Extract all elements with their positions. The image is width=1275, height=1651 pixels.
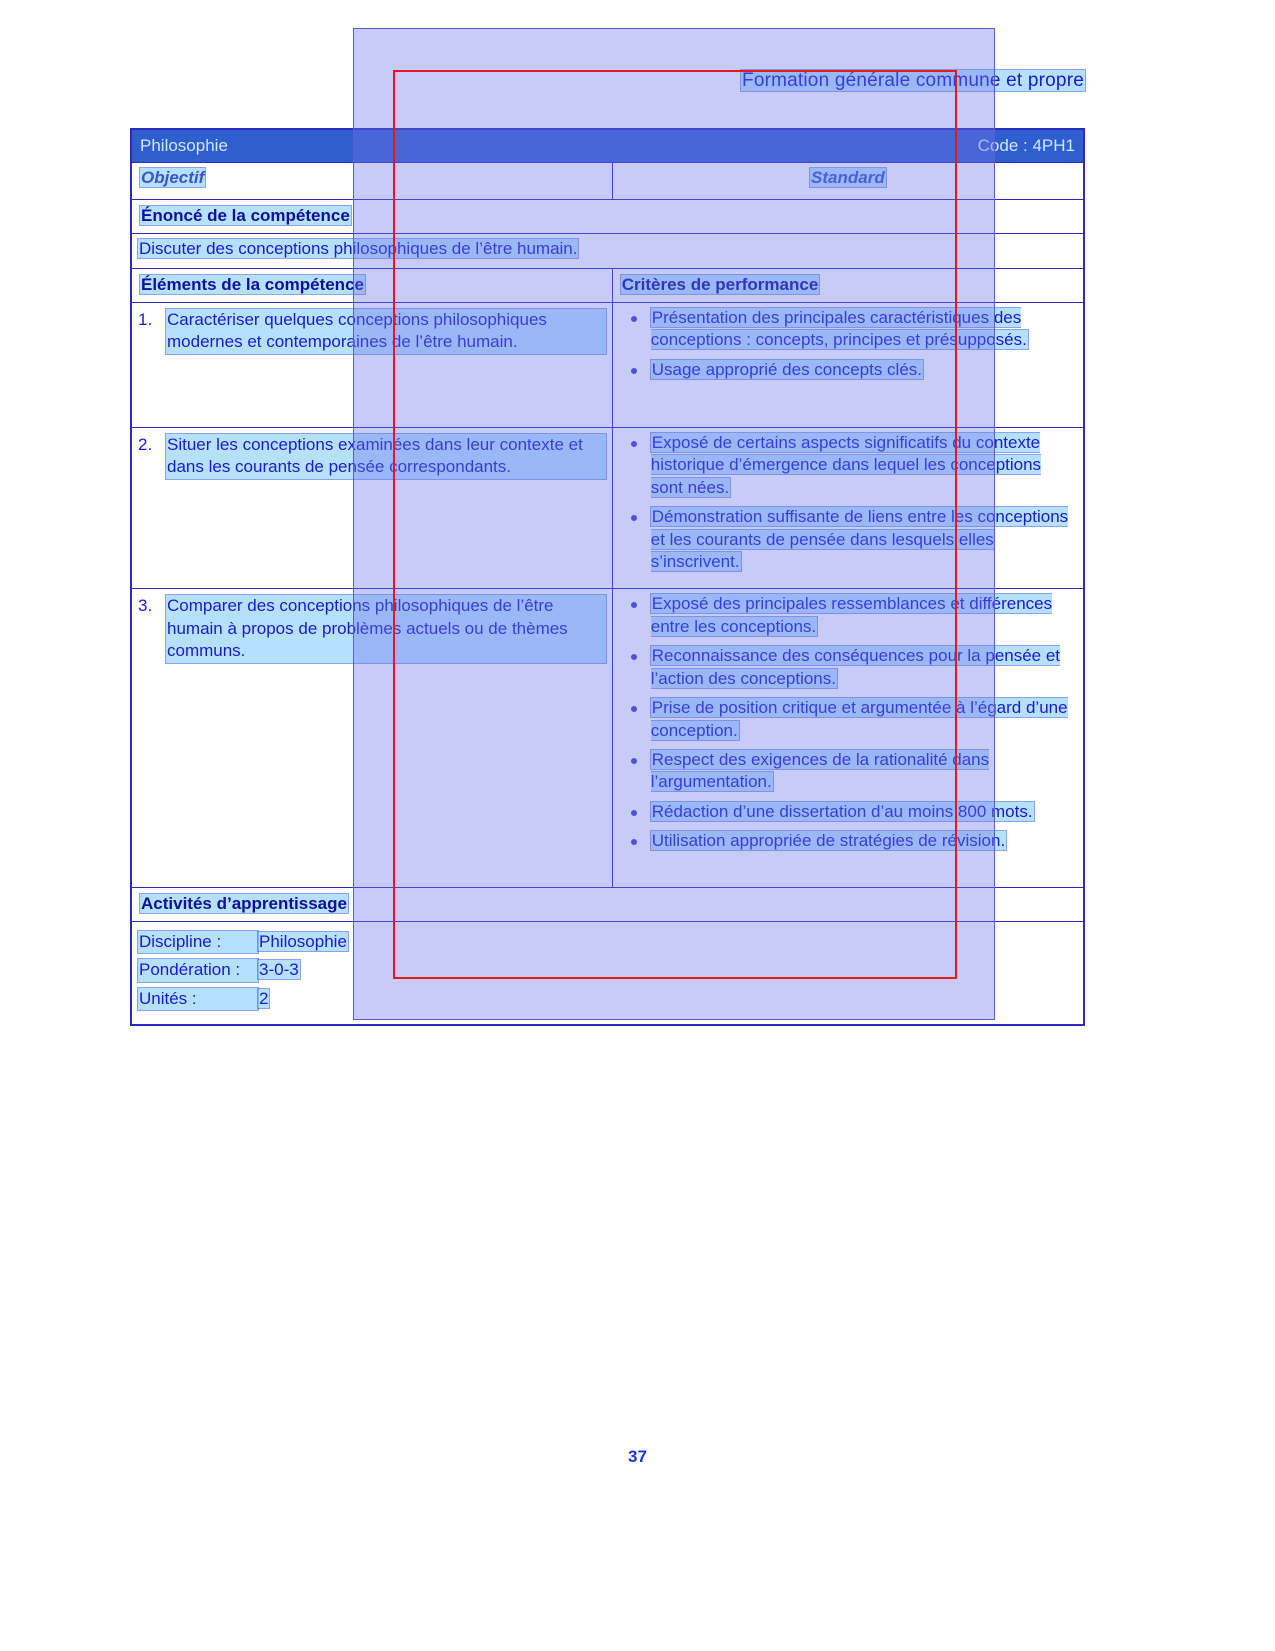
discipline-value: Philosophie xyxy=(259,931,347,951)
element-number-1: 1. xyxy=(138,309,153,329)
learning-activities-row xyxy=(132,921,1084,1024)
competency-statement-header-row xyxy=(132,200,1084,233)
criterion-item: Exposé des principales ressemblances et différences entre les conceptions. xyxy=(625,593,1077,638)
criteria-header-text: Critères de performance xyxy=(621,275,819,295)
criteria-cell-1 xyxy=(612,302,1083,427)
competency-table xyxy=(130,128,1085,1026)
column-title-standard xyxy=(612,163,1083,200)
units-label: Unités : xyxy=(138,988,258,1010)
criterion-item: Reconnaissance des conséquences pour la pensée et l’action des conceptions. xyxy=(625,645,1077,690)
competency-statement-row xyxy=(132,233,1084,268)
learning-activities-header-text: Activités d’apprentissage xyxy=(141,894,347,914)
criterion-item: Présentation des principales caractéristiques des conceptions : concepts, principes et présupposés. xyxy=(625,307,1077,352)
criterion-item: Démonstration suffisante de liens entre les conceptions et les courants de pensée dans lesquels elles s’inscrivent. xyxy=(625,506,1077,573)
weighting-label: Pondération : xyxy=(138,959,258,981)
criterion-item: Utilisation appropriée de stratégies de révision. xyxy=(625,830,1077,852)
element-text-1: Caractériser quelques conceptions philosophiques modernes et contemporaines de l’être humain. xyxy=(166,309,606,354)
table-row xyxy=(132,302,1084,427)
competency-statement-header xyxy=(132,200,1084,233)
competency-statement-header-text: Énoncé de la compétence xyxy=(141,206,350,226)
element-number-3: 3. xyxy=(138,596,153,616)
course-bar xyxy=(132,130,1084,163)
element-cell-2 xyxy=(132,427,613,589)
column-title-objectif xyxy=(132,163,613,200)
discipline-label: Discipline : xyxy=(138,931,258,953)
criteria-header xyxy=(612,269,1083,302)
element-text-2: Situer les conceptions examinées dans leur contexte et dans les courants de pensée correspondants. xyxy=(166,434,606,479)
header-right-text: Formation générale commune et propre xyxy=(742,70,1084,91)
document-header xyxy=(130,70,1085,92)
element-text-3: Comparer des conceptions philosophiques de l’être humain à propos de problèmes actuels ou de thèmes communs. xyxy=(166,595,606,662)
learning-activities-header-row xyxy=(132,888,1084,921)
criterion-item: Usage approprié des concepts clés. xyxy=(625,359,1077,381)
elements-criteria-header-row xyxy=(132,269,1084,302)
element-cell-3 xyxy=(132,589,613,888)
criterion-item: Prise de position critique et argumentée à l’égard d’une conception. xyxy=(625,697,1077,742)
page-number: 37 xyxy=(628,1447,647,1466)
competency-statement-text: Discuter des conceptions philosophiques de l’être humain. xyxy=(139,238,578,258)
elements-header-text: Éléments de la compétence xyxy=(141,275,364,295)
course-code: Code : 4PH1 xyxy=(977,136,1075,155)
criterion-item: Respect des exigences de la rationalité dans l’argumentation. xyxy=(625,749,1077,794)
table-row xyxy=(132,589,1084,888)
criteria-cell-3 xyxy=(612,589,1083,888)
course-bar-row xyxy=(132,130,1084,163)
course-discipline: Philosophie xyxy=(140,136,228,155)
elements-header xyxy=(132,269,613,302)
discipline-line xyxy=(138,931,1077,953)
table-row xyxy=(132,427,1084,589)
criterion-item: Rédaction d’une dissertation d’au moins 800 mots. xyxy=(625,801,1077,823)
weighting-value: 3-0-3 xyxy=(259,960,299,980)
criteria-cell-2 xyxy=(612,427,1083,589)
learning-activities-header xyxy=(132,888,1084,921)
competency-statement-cell xyxy=(132,233,1084,268)
element-number-2: 2. xyxy=(138,434,153,454)
column-title-objectif-text: Objectif xyxy=(141,168,205,188)
column-title-standard-text: Standard xyxy=(811,168,885,188)
learning-activities-cell xyxy=(132,921,1084,1024)
column-titles-row xyxy=(132,163,1084,200)
weighting-line xyxy=(138,959,1077,981)
element-cell-1 xyxy=(132,302,613,427)
units-line xyxy=(138,988,1077,1010)
criterion-item: Exposé de certains aspects significatifs du contexte historique d’émergence dans lequel les conceptions sont nées. xyxy=(625,432,1077,499)
units-value: 2 xyxy=(259,988,269,1008)
